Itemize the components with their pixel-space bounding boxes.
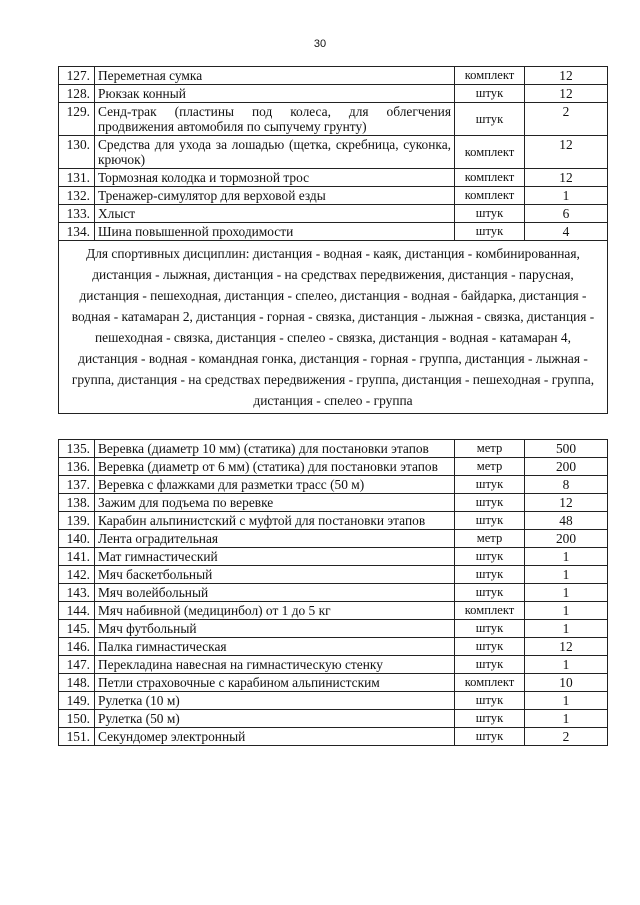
table-row <box>59 476 608 494</box>
row-number: 135. <box>59 440 95 458</box>
item-quantity: 12 <box>525 494 608 512</box>
row-number: 141. <box>59 548 95 566</box>
item-quantity: 2 <box>525 728 608 746</box>
table-body-top <box>59 67 608 241</box>
row-number: 144. <box>59 602 95 620</box>
item-unit: штук <box>455 656 525 674</box>
item-name: Рулетка (10 м) <box>95 692 455 710</box>
table-row <box>59 710 608 728</box>
table-body-bottom <box>59 440 608 746</box>
page-number: 30 <box>313 38 327 50</box>
table-row <box>59 584 608 602</box>
item-name: Тренажер-симулятор для верховой езды <box>95 187 455 205</box>
section-heading: Для спортивных дисциплин: дистанция - водная - каяк, дистанция - комбинированная, дистанция - лыжная, дистанция - на средствах передвижения, дистанция - парусная, дистанция - пешеходная, дистанция - спелео, дистанция - водная - байдарка, дистанция - водная - катамаран 2, дистанция - горная - связка, дистанция - лыжная - связка, дистанция - пешеходная - связка, дистанция - спелео - связка, дистанция - водная - катамаран 4, дистанция - водная - командная гонка, дистанция - горная - группа, дистанция - лыжная - группа, дистанция - на средствах передвижения - группа, дистанция - пешеходная - группа, дистанция - спелео - группа <box>59 241 608 414</box>
table-row <box>59 187 608 205</box>
table-row <box>59 602 608 620</box>
item-unit: штук <box>455 710 525 728</box>
item-name: Мяч баскетбольный <box>95 566 455 584</box>
item-quantity: 12 <box>525 136 608 169</box>
item-name: Тормозная колодка и тормозной трос <box>95 169 455 187</box>
table-row <box>59 169 608 187</box>
row-number: 133. <box>59 205 95 223</box>
table-row <box>59 566 608 584</box>
table-row <box>59 440 608 458</box>
item-quantity: 8 <box>525 476 608 494</box>
table-row <box>59 692 608 710</box>
table-row <box>59 223 608 241</box>
item-name: Секундомер электронный <box>95 728 455 746</box>
row-number: 137. <box>59 476 95 494</box>
item-quantity: 1 <box>525 710 608 728</box>
item-unit: штук <box>455 548 525 566</box>
section-row <box>59 241 608 414</box>
item-quantity: 500 <box>525 440 608 458</box>
equipment-table-bottom <box>58 439 608 746</box>
item-name: Мяч набивной (медицинбол) от 1 до 5 кг <box>95 602 455 620</box>
item-name: Рюкзак конный <box>95 85 455 103</box>
item-name: Веревка (диаметр от 6 мм) (статика) для постановки этапов <box>95 458 455 476</box>
item-unit: метр <box>455 458 525 476</box>
table-row <box>59 530 608 548</box>
item-quantity: 1 <box>525 548 608 566</box>
table-row <box>59 674 608 692</box>
row-number: 129. <box>59 103 95 136</box>
item-unit: штук <box>455 620 525 638</box>
item-quantity: 1 <box>525 584 608 602</box>
item-name: Сенд-трак (пластины под колеса, для облегчения продвижения автомобиля по сыпучему грунту) <box>95 103 455 136</box>
table-row <box>59 67 608 85</box>
item-name: Шина повышенной проходимости <box>95 223 455 241</box>
item-quantity: 1 <box>525 656 608 674</box>
item-name: Карабин альпинистский с муфтой для постановки этапов <box>95 512 455 530</box>
item-unit: метр <box>455 440 525 458</box>
item-name: Перекладина навесная на гимнастическую стенку <box>95 656 455 674</box>
item-name: Петли страховочные с карабином альпинистским <box>95 674 455 692</box>
item-quantity: 6 <box>525 205 608 223</box>
row-number: 140. <box>59 530 95 548</box>
item-unit: комплект <box>455 602 525 620</box>
row-number: 151. <box>59 728 95 746</box>
item-name: Средства для ухода за лошадью (щетка, скребница, суконка, крючок) <box>95 136 455 169</box>
item-quantity: 200 <box>525 530 608 548</box>
row-number: 128. <box>59 85 95 103</box>
table-row <box>59 103 608 136</box>
table-row <box>59 620 608 638</box>
item-quantity: 200 <box>525 458 608 476</box>
item-name: Переметная сумка <box>95 67 455 85</box>
item-name: Рулетка (50 м) <box>95 710 455 728</box>
item-quantity: 12 <box>525 169 608 187</box>
table-row <box>59 494 608 512</box>
row-number: 147. <box>59 656 95 674</box>
table-row <box>59 458 608 476</box>
row-number: 139. <box>59 512 95 530</box>
item-unit: штук <box>455 476 525 494</box>
item-name: Мяч волейбольный <box>95 584 455 602</box>
table-row <box>59 205 608 223</box>
item-unit: комплект <box>455 187 525 205</box>
item-unit: штук <box>455 85 525 103</box>
row-number: 150. <box>59 710 95 728</box>
table-row <box>59 136 608 169</box>
item-quantity: 4 <box>525 223 608 241</box>
table-row <box>59 638 608 656</box>
item-unit: штук <box>455 205 525 223</box>
item-unit: штук <box>455 692 525 710</box>
item-name: Хлыст <box>95 205 455 223</box>
row-number: 127. <box>59 67 95 85</box>
table-row <box>59 656 608 674</box>
item-quantity: 12 <box>525 638 608 656</box>
item-name: Веревка (диаметр 10 мм) (статика) для постановки этапов <box>95 440 455 458</box>
row-number: 146. <box>59 638 95 656</box>
row-number: 138. <box>59 494 95 512</box>
item-quantity: 12 <box>525 67 608 85</box>
item-quantity: 1 <box>525 620 608 638</box>
item-unit: штук <box>455 494 525 512</box>
row-number: 130. <box>59 136 95 169</box>
item-unit: штук <box>455 223 525 241</box>
item-name: Палка гимнастическая <box>95 638 455 656</box>
item-name: Зажим для подъема по веревке <box>95 494 455 512</box>
row-number: 131. <box>59 169 95 187</box>
item-quantity: 1 <box>525 692 608 710</box>
item-name: Веревка с флажками для разметки трасс (50 м) <box>95 476 455 494</box>
item-quantity: 1 <box>525 566 608 584</box>
item-quantity: 1 <box>525 602 608 620</box>
item-unit: штук <box>455 103 525 136</box>
item-unit: штук <box>455 566 525 584</box>
item-quantity: 1 <box>525 187 608 205</box>
row-number: 132. <box>59 187 95 205</box>
item-unit: комплект <box>455 136 525 169</box>
item-unit: штук <box>455 638 525 656</box>
row-number: 134. <box>59 223 95 241</box>
equipment-table-top <box>58 66 608 414</box>
row-number: 136. <box>59 458 95 476</box>
item-unit: комплект <box>455 169 525 187</box>
item-unit: комплект <box>455 67 525 85</box>
item-unit: штук <box>455 512 525 530</box>
table-row <box>59 728 608 746</box>
item-unit: штук <box>455 584 525 602</box>
table-row <box>59 512 608 530</box>
item-quantity: 48 <box>525 512 608 530</box>
row-number: 148. <box>59 674 95 692</box>
item-quantity: 10 <box>525 674 608 692</box>
item-name: Лента оградительная <box>95 530 455 548</box>
row-number: 142. <box>59 566 95 584</box>
row-number: 143. <box>59 584 95 602</box>
item-unit: комплект <box>455 674 525 692</box>
row-number: 145. <box>59 620 95 638</box>
item-name: Мат гимнастический <box>95 548 455 566</box>
table-row <box>59 548 608 566</box>
item-name: Мяч футбольный <box>95 620 455 638</box>
item-unit: метр <box>455 530 525 548</box>
item-unit: штук <box>455 728 525 746</box>
row-number: 149. <box>59 692 95 710</box>
table-row <box>59 85 608 103</box>
item-quantity: 12 <box>525 85 608 103</box>
item-quantity: 2 <box>525 103 608 136</box>
